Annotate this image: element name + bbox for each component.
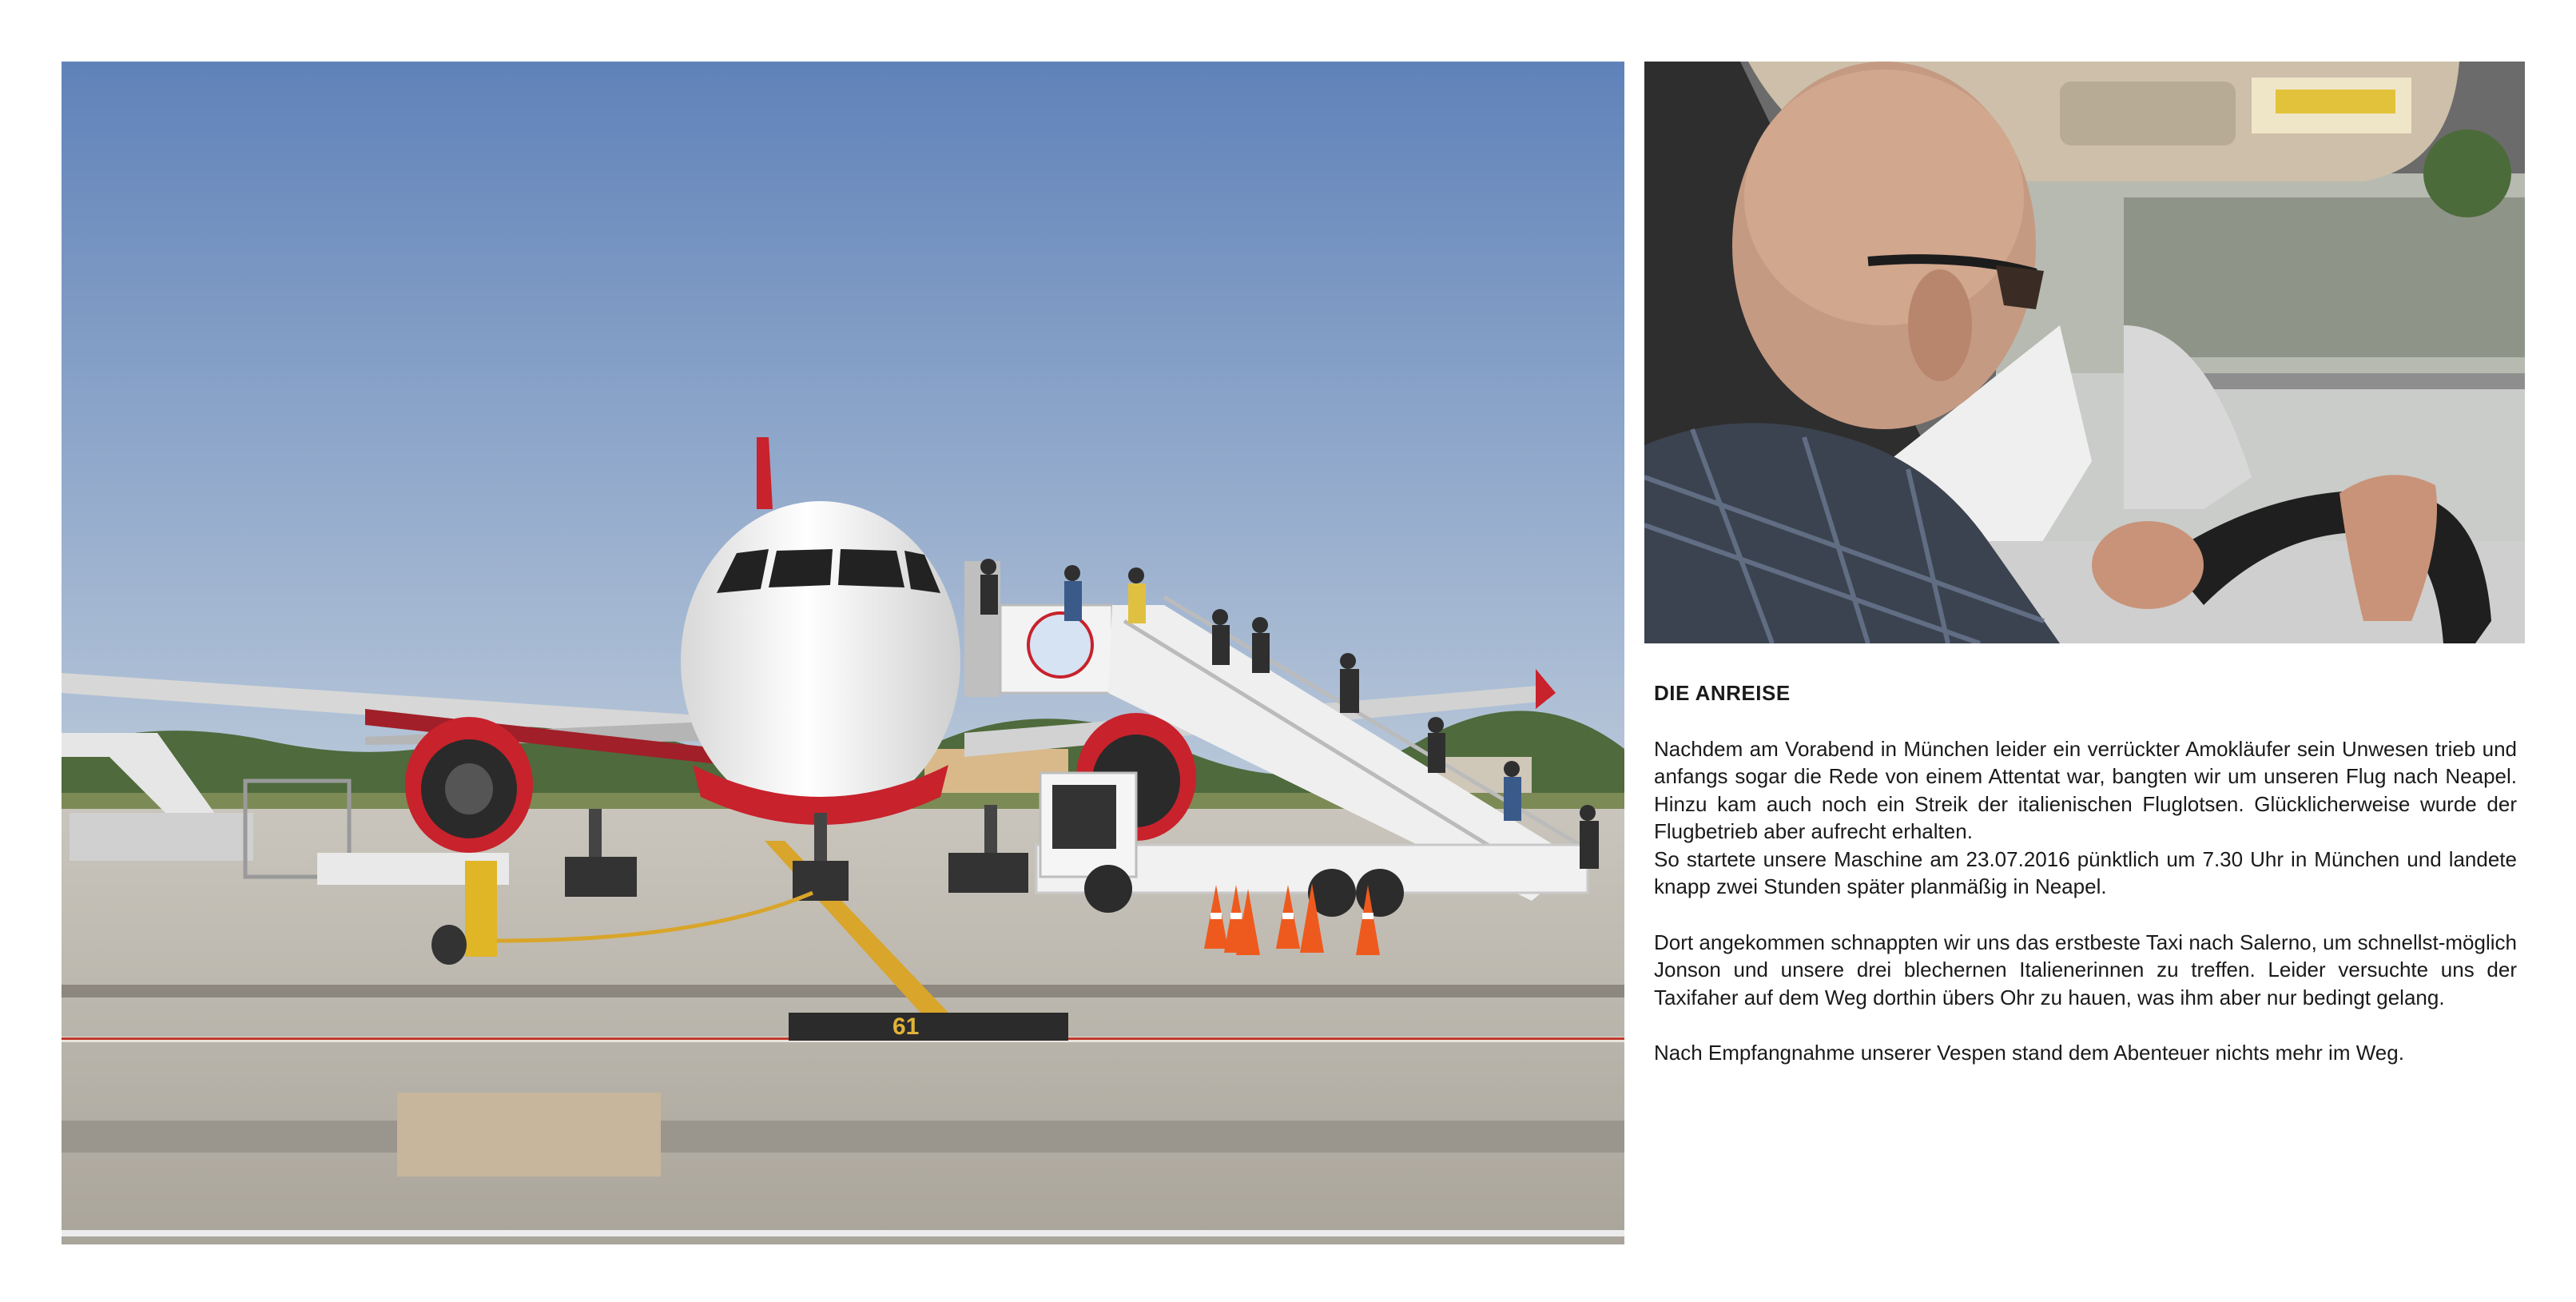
article-paragraph: So startete unsere Maschine am 23.07.2016 pünktlich um 7.30 Uhr in München und landete knapp zwei Stunden später planmäßig in Neapel.	[1654, 846, 2517, 898]
taxi-driver-photo	[1644, 62, 2525, 643]
article-paragraph: Nach Empfangnahme unserer Vespen stand dem Abenteuer nichts mehr im Weg.	[1654, 1041, 2404, 1065]
article-text	[1654, 679, 2517, 1067]
stand-marking-text: 61	[892, 1013, 920, 1040]
article-paragraph: Nachdem am Vorabend in München leider ein verrückter Amokläufer sein Unwesen trieb und anfangs sogar die Rede von einem Attentat war, bangten wir um unseren Flug nach Neapel. Hinzu kam auch noch ein Streik der italienischen Fluglotsen. Glücklicherweise wurde der Flugbetrieb aber aufrecht erhalten.	[1654, 736, 2517, 843]
article-paragraph: Dort angekommen schnappten wir uns das erstbeste Taxi nach Salerno, um schnellst-möglich Jonson und unsere drei blechernen Italienerinnen zu treffen. Leider versuchte uns der Taxifaher auf dem Weg dorthin übers Ohr zu hauen, was ihm aber nur bedingt gelang.	[1654, 930, 2517, 1009]
airport-photo	[62, 62, 1624, 1244]
article-heading: DIE ANREISE	[1654, 681, 1791, 705]
